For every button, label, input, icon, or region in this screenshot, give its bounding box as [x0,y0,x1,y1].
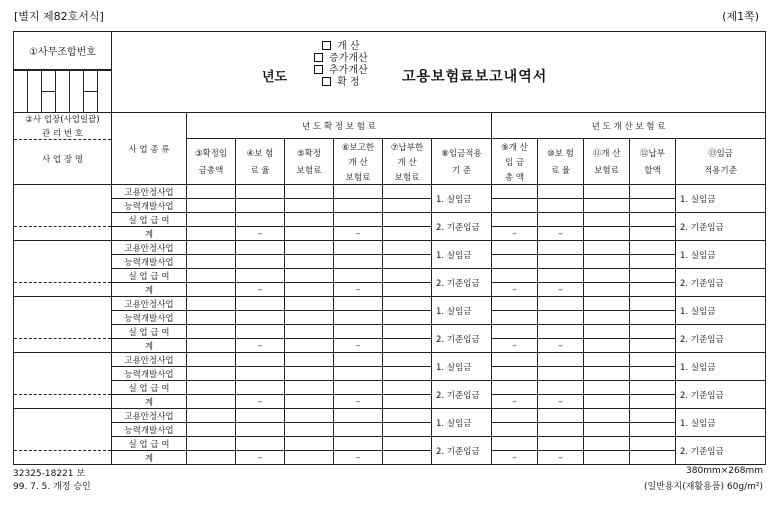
dash-cell: – [236,451,285,465]
data-cell[interactable] [584,395,630,409]
table-row [14,325,766,339]
data-cell[interactable] [630,339,676,353]
data-cell[interactable] [187,199,236,213]
data-cell[interactable] [187,451,236,465]
wage-basis-cell: 2. 기준임금 [432,381,492,409]
data-cell[interactable] [236,311,285,325]
data-cell[interactable] [492,423,538,437]
data-cell[interactable] [492,255,538,269]
data-cell[interactable] [584,227,630,241]
dash-cell: – [538,339,584,353]
data-cell[interactable] [492,367,538,381]
data-cell[interactable] [187,423,236,437]
data-cell[interactable] [334,255,383,269]
data-cell[interactable] [538,325,584,339]
site-header: ②사 업장(사업일괄) 관 리 번 호 사 업 장 명 [14,113,112,185]
data-cell[interactable] [538,199,584,213]
data-cell[interactable] [584,283,630,297]
data-cell[interactable] [187,325,236,339]
data-cell[interactable] [584,451,630,465]
data-cell[interactable] [334,241,383,255]
checkbox-icon [314,65,323,74]
table-row [14,185,766,199]
data-cell[interactable] [334,311,383,325]
row-label: 능력개발사업 [112,423,187,437]
data-cell[interactable] [187,353,236,367]
estimated-wage-basis-cell: 2. 기준임금 [676,213,766,241]
row-label: 고용안정사업 [112,353,187,367]
data-cell[interactable] [285,423,334,437]
data-cell[interactable] [236,367,285,381]
dash-cell: – [236,227,285,241]
data-cell[interactable] [383,241,432,255]
data-cell[interactable] [285,297,334,311]
data-cell[interactable] [334,381,383,395]
table-row [14,213,766,227]
data-cell[interactable] [630,185,676,199]
col-estimated-wage-total: ⑨개 산 임 금 총 액 [492,139,538,185]
data-cell[interactable] [538,311,584,325]
data-cell[interactable] [236,437,285,451]
data-cell[interactable] [630,213,676,227]
data-cell[interactable] [630,395,676,409]
data-cell[interactable] [285,353,334,367]
data-cell[interactable] [538,255,584,269]
data-cell[interactable] [285,241,334,255]
data-cell[interactable] [383,283,432,297]
data-cell[interactable] [187,227,236,241]
checkbox-icon [322,41,331,50]
site-cell[interactable] [14,297,112,353]
estimated-premium-group: 년 도 개 산 보 험 료 [492,113,766,139]
option-additional-estimate[interactable]: 추가개산 [314,65,368,77]
dash-cell: – [492,451,538,465]
data-cell[interactable] [285,185,334,199]
data-cell[interactable] [383,409,432,423]
wage-basis-cell: 1. 실임금 [432,353,492,381]
table-row [14,437,766,451]
table-row [14,367,766,381]
data-cell[interactable] [187,269,236,283]
row-label: 계 [112,395,187,409]
report-type-options [314,41,368,89]
dash-cell: – [538,451,584,465]
data-cell[interactable] [538,437,584,451]
data-cell[interactable] [187,297,236,311]
data-cell[interactable] [584,185,630,199]
data-cell[interactable] [630,381,676,395]
union-number-header: ①사무조합번호 [14,32,112,70]
data-cell[interactable] [492,353,538,367]
approval-note: 99. 7. 5. 개정 승인 [13,482,91,492]
col-paid-estimate: ⑦납부한 개 산 보험료 [383,139,432,185]
data-cell[interactable] [334,409,383,423]
dash-cell: – [236,283,285,297]
data-cell[interactable] [383,437,432,451]
checkbox-icon [314,53,323,62]
data-cell[interactable] [285,395,334,409]
data-cell[interactable] [383,423,432,437]
data-cell[interactable] [334,325,383,339]
data-cell[interactable] [187,213,236,227]
data-cell[interactable] [630,241,676,255]
data-cell[interactable] [383,297,432,311]
data-cell[interactable] [285,367,334,381]
option-estimate[interactable]: 개 산 [314,41,368,53]
data-cell[interactable] [285,381,334,395]
dash-cell: – [236,395,285,409]
data-cell[interactable] [285,437,334,451]
data-cell[interactable] [584,339,630,353]
row-label: 고용안정사업 [112,185,187,199]
estimated-wage-basis-cell: 1. 실임금 [676,409,766,437]
table-row [14,381,766,395]
form-title: 고용보험료보고내역서 [402,69,548,85]
table-row [14,297,766,311]
data-cell[interactable] [383,381,432,395]
wage-basis-cell: 2. 기준임금 [432,437,492,465]
row-label: 고용안정사업 [112,241,187,255]
data-cell[interactable] [285,213,334,227]
data-cell[interactable] [584,269,630,283]
data-cell[interactable] [285,311,334,325]
data-cell[interactable] [187,367,236,381]
data-cell[interactable] [584,297,630,311]
estimated-wage-basis-cell: 1. 실임금 [676,297,766,325]
data-cell[interactable] [187,185,236,199]
dash-cell: – [492,395,538,409]
data-cell[interactable] [630,199,676,213]
table-row [14,199,766,213]
col-premium-rate: ④보 험 료 율 [236,139,285,185]
wage-basis-cell: 2. 기준임금 [432,325,492,353]
row-label: 능력개발사업 [112,367,187,381]
dash-cell: – [538,227,584,241]
data-cell[interactable] [630,367,676,381]
data-cell[interactable] [538,269,584,283]
data-cell[interactable] [236,185,285,199]
wage-basis-cell: 1. 실임금 [432,185,492,213]
dash-cell: – [538,395,584,409]
data-cell[interactable] [236,255,285,269]
row-label: 실 업 급 여 [112,213,187,227]
wage-basis-cell: 1. 실임금 [432,241,492,269]
data-cell[interactable] [334,213,383,227]
site-cell[interactable] [14,409,112,465]
data-cell[interactable] [584,199,630,213]
data-cell[interactable] [236,297,285,311]
row-label: 실 업 급 여 [112,269,187,283]
col-reported-estimate: ⑥보고한 개 산 보험료 [334,139,383,185]
confirmed-premium-group: 년 도 확 정 보 험 료 [187,113,492,139]
table-row [14,451,766,465]
data-cell[interactable] [383,269,432,283]
col-estimated-premium: ⑪개 산 보험료 [584,139,630,185]
dash-cell: – [492,227,538,241]
data-cell[interactable] [383,185,432,199]
table-row [14,269,766,283]
data-cell[interactable] [236,381,285,395]
table-row [14,227,766,241]
data-cell[interactable] [492,199,538,213]
row-label: 계 [112,283,187,297]
table-row [14,311,766,325]
data-cell[interactable] [285,409,334,423]
data-cell[interactable] [285,451,334,465]
estimated-wage-basis-cell: 2. 기준임금 [676,269,766,297]
data-cell[interactable] [285,339,334,353]
site-cell[interactable] [14,185,112,241]
dash-cell: – [334,283,383,297]
estimated-wage-basis-cell: 1. 실임금 [676,241,766,269]
data-cell[interactable] [630,451,676,465]
row-label: 실 업 급 여 [112,325,187,339]
data-cell[interactable] [236,353,285,367]
data-cell[interactable] [187,339,236,353]
estimated-wage-basis-cell: 2. 기준임금 [676,381,766,409]
data-cell[interactable] [334,437,383,451]
data-cell[interactable] [236,269,285,283]
data-cell[interactable] [538,213,584,227]
data-cell[interactable] [492,185,538,199]
data-cell[interactable] [334,269,383,283]
wage-basis-cell: 2. 기준임금 [432,269,492,297]
col-amount-payable: ⑫납부 할액 [630,139,676,185]
estimated-wage-basis-cell: 2. 기준임금 [676,437,766,465]
data-cell[interactable] [285,269,334,283]
data-cell[interactable] [236,409,285,423]
union-number-boxes[interactable] [14,70,112,113]
col-estimated-wage-basis: ⑬임금 적용기준 [676,139,766,185]
data-cell[interactable] [538,185,584,199]
row-label: 계 [112,339,187,353]
data-cell[interactable] [538,297,584,311]
data-cell[interactable] [584,353,630,367]
data-cell[interactable] [334,199,383,213]
col-estimated-rate: ⑩보 험 료 율 [538,139,584,185]
option-increase-estimate[interactable]: 증가개산 [314,53,368,65]
data-cell[interactable] [492,381,538,395]
row-label: 계 [112,227,187,241]
row-label: 고용안정사업 [112,297,187,311]
data-cell[interactable] [383,213,432,227]
data-cell[interactable] [538,241,584,255]
data-cell[interactable] [584,409,630,423]
wage-basis-cell: 2. 기준임금 [432,213,492,241]
data-cell[interactable] [383,395,432,409]
form-number-label: [별지 제82호서식] [14,10,104,23]
estimated-wage-basis-cell: 1. 실임금 [676,353,766,381]
data-cell[interactable] [285,199,334,213]
row-label: 능력개발사업 [112,199,187,213]
data-cell[interactable] [630,409,676,423]
data-cell[interactable] [538,367,584,381]
row-label: 고용안정사업 [112,409,187,423]
data-cell[interactable] [383,367,432,381]
data-cell[interactable] [630,353,676,367]
data-cell[interactable] [538,423,584,437]
wage-basis-cell: 1. 실임금 [432,297,492,325]
data-cell[interactable] [584,437,630,451]
data-cell[interactable] [285,255,334,269]
data-cell[interactable] [538,409,584,423]
business-type-header: 사 업 종 류 [112,113,187,185]
data-cell[interactable] [383,325,432,339]
row-label: 능력개발사업 [112,311,187,325]
estimated-wage-basis-cell: 2. 기준임금 [676,325,766,353]
data-cell[interactable] [383,255,432,269]
table-row [14,339,766,353]
data-cell[interactable] [285,325,334,339]
data-cell[interactable] [630,269,676,283]
data-cell[interactable] [187,395,236,409]
row-label: 계 [112,451,187,465]
data-cell[interactable] [383,339,432,353]
dash-cell: – [538,283,584,297]
data-cell[interactable] [584,311,630,325]
data-cell[interactable] [236,241,285,255]
dash-cell: – [334,339,383,353]
col-confirmed-premium: ⑤확정 보험료 [285,139,334,185]
year-label: 년도 [262,70,288,85]
wage-basis-cell: 1. 실임금 [432,409,492,437]
data-cell[interactable] [285,283,334,297]
data-cell[interactable] [492,437,538,451]
data-cell[interactable] [584,255,630,269]
data-cell[interactable] [630,311,676,325]
data-cell[interactable] [383,227,432,241]
col-confirmed-wage-total: ③확정임 금총액 [187,139,236,185]
option-confirmed[interactable]: 확 정 [314,77,368,89]
data-cell[interactable] [383,311,432,325]
table-row [14,255,766,269]
table-row [14,283,766,297]
data-cell[interactable] [630,255,676,269]
data-cell[interactable] [334,423,383,437]
col-wage-basis: ⑧임금적용 기 준 [432,139,492,185]
dash-cell: – [492,283,538,297]
table-row [14,395,766,409]
table-row [14,409,766,423]
data-cell[interactable] [584,423,630,437]
data-cell[interactable] [584,241,630,255]
data-cell[interactable] [492,241,538,255]
paper-size: 380mm×268mm [686,466,763,476]
checkbox-icon [322,77,331,86]
report-table [13,31,766,465]
data-cell[interactable] [187,437,236,451]
data-cell[interactable] [334,367,383,381]
data-cell[interactable] [187,241,236,255]
data-cell[interactable] [285,227,334,241]
row-label: 능력개발사업 [112,255,187,269]
data-cell[interactable] [492,269,538,283]
data-cell[interactable] [584,213,630,227]
dash-cell: – [334,395,383,409]
data-cell[interactable] [492,297,538,311]
data-cell[interactable] [334,297,383,311]
estimated-wage-basis-cell: 1. 실임금 [676,185,766,213]
row-label: 실 업 급 여 [112,381,187,395]
data-cell[interactable] [630,297,676,311]
data-cell[interactable] [492,213,538,227]
site-cell[interactable] [14,353,112,409]
dash-cell: – [492,339,538,353]
dash-cell: – [334,451,383,465]
page-number-label: (제1쪽) [722,10,759,23]
data-cell[interactable] [334,185,383,199]
data-cell[interactable] [538,353,584,367]
data-cell[interactable] [334,353,383,367]
dash-cell: – [236,339,285,353]
paper-spec: (일반용지(재활용품) 60g/m²) [643,482,763,492]
title-block [112,32,766,113]
data-cell[interactable] [630,325,676,339]
data-cell[interactable] [236,325,285,339]
data-cell[interactable] [492,311,538,325]
data-cell[interactable] [630,227,676,241]
data-cell[interactable] [630,423,676,437]
row-label: 실 업 급 여 [112,437,187,451]
data-cell[interactable] [383,451,432,465]
data-cell[interactable] [630,283,676,297]
data-cell[interactable] [584,325,630,339]
site-cell[interactable] [14,241,112,297]
data-cell[interactable] [584,381,630,395]
data-cell[interactable] [538,381,584,395]
data-cell[interactable] [383,353,432,367]
form-code: 32325-18221 보 [13,469,86,479]
data-cell[interactable] [630,437,676,451]
data-cell[interactable] [492,325,538,339]
table-row [14,353,766,367]
data-cell[interactable] [187,311,236,325]
dash-cell: – [334,227,383,241]
data-cell[interactable] [383,199,432,213]
data-cell[interactable] [187,381,236,395]
data-cell[interactable] [187,283,236,297]
data-cell[interactable] [584,367,630,381]
data-cell[interactable] [492,409,538,423]
data-cell[interactable] [236,213,285,227]
data-cell[interactable] [187,409,236,423]
data-cell[interactable] [236,423,285,437]
data-cell[interactable] [187,255,236,269]
table-row [14,423,766,437]
data-cell[interactable] [236,199,285,213]
table-row [14,241,766,255]
